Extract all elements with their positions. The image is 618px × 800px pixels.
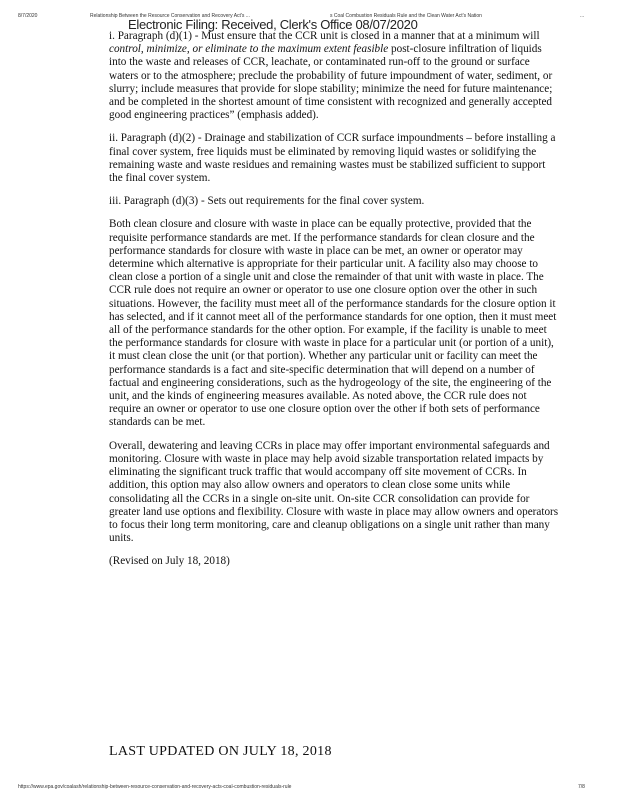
paragraph-d1-emphasis: control, minimize, or eliminate to the maximum extent feasible bbox=[109, 43, 389, 56]
filing-stamp: Electronic Filing: Received, Clerk's Office 08/07/2020 bbox=[128, 17, 418, 32]
paragraph-dewatering: Overall, dewatering and leaving CCRs in place may offer important environmental safeguards and monitoring. Closure with waste in place may help avoid sizable transportation related impacts by eliminating the significant truck traffic that would accompany off site movement of CCRs. In addition, this option may also allow owners and operators to clean close some units while consolidating all the CCRs in a single on-site unit. On-site CCR consolidation can provide for greater land use options and flexibility. Closure with waste in place may allow owners and operators to focus their long term monitoring, care and cleanup obligations on a single unit rather than many units. bbox=[109, 439, 559, 545]
paragraph-d2: ii. Paragraph (d)(2) - Drainage and stabilization of CCR surface impoundments – before installing a final cover system, free liquids must be eliminated by removing liquid wastes or solidifying the remaining waste and waste residues and remaining wastes must be stabilized sufficient to support the final cover system. bbox=[109, 132, 556, 185]
paragraph-closure-options: Both clean closure and closure with waste in place can be equally protective, provided that the requisite performance standards are met. If the performance standards for clean closure and the performance standards for closure with waste in place can be met, an owner or operator may determine which alternative is appropriate for their particular unit. A facility also may choose to clean close a portion of a single unit and close the remainder of that unit with waste in place. The CCR rule does not require an owner or operator to use one closure option over the other in such situations. However, the facility must meet all of the performance standards for the closure option it has selected, and if it cannot meet all of the performance standards for one option, then it must meet all of the performance standards for the other option. For example, if the facility is unable to meet the performance standards for closure with waste in place for a particular unit (or portion of a unit), it must clean close the unit (or that portion). Whether any particular unit or facility can meet the performance standards is a fact and site-specific determination that will depend on a number of factual and engineering considerations, such as the hydrogeology of the site, the engineering of the unit, and the kinds of engineering measures available. As noted above, the CCR rule does not require an owner or operator to use one closure option over the other if both sets of performance standards can be met. bbox=[109, 218, 557, 429]
header-right-title: s Coal Combustion Residuals Rule and the Clean Water Act's Nation bbox=[330, 13, 482, 19]
paragraph-d1-start: i. Paragraph (d)(1) - Must ensure that the CCR unit is closed in a manner that at a minimum will bbox=[109, 30, 540, 42]
paragraph-d1 bbox=[109, 30, 559, 122]
header-ellipsis: ... bbox=[580, 13, 585, 19]
paragraph-d3: iii. Paragraph (d)(3) - Sets out requirements for the final cover system. bbox=[109, 195, 425, 208]
header-date: 8/7/2020 bbox=[18, 13, 38, 19]
last-updated: LAST UPDATED ON JULY 18, 2018 bbox=[109, 744, 332, 759]
footer-url[interactable]: https://www.epa.gov/coalash/relationship-between-resource-conservation-and-recovery-acts-coal-combustion-residuals-rule bbox=[18, 784, 292, 790]
document-body bbox=[109, 30, 559, 579]
revised-note: (Revised on July 18, 2018) bbox=[109, 555, 230, 568]
header-left-title: Relationship Between the Resource Conservation and Recovery Act's ... bbox=[90, 13, 250, 19]
footer-page-number: 7/8 bbox=[578, 784, 585, 790]
paragraph-d1-end: post-closure infiltration of liquids into the waste and releases of CCR, leachate, or contaminated run-off to the ground or surface waters or to the atmosphere; preclude the probability of future impoundment of water, sediment, or slurry; include measures that provide for slope stability; minimize the need for future maintenance; and be completed in the shortest amount of time consistent with recognized and generally accepted good engineering practices” (emphasis added). bbox=[109, 43, 553, 122]
